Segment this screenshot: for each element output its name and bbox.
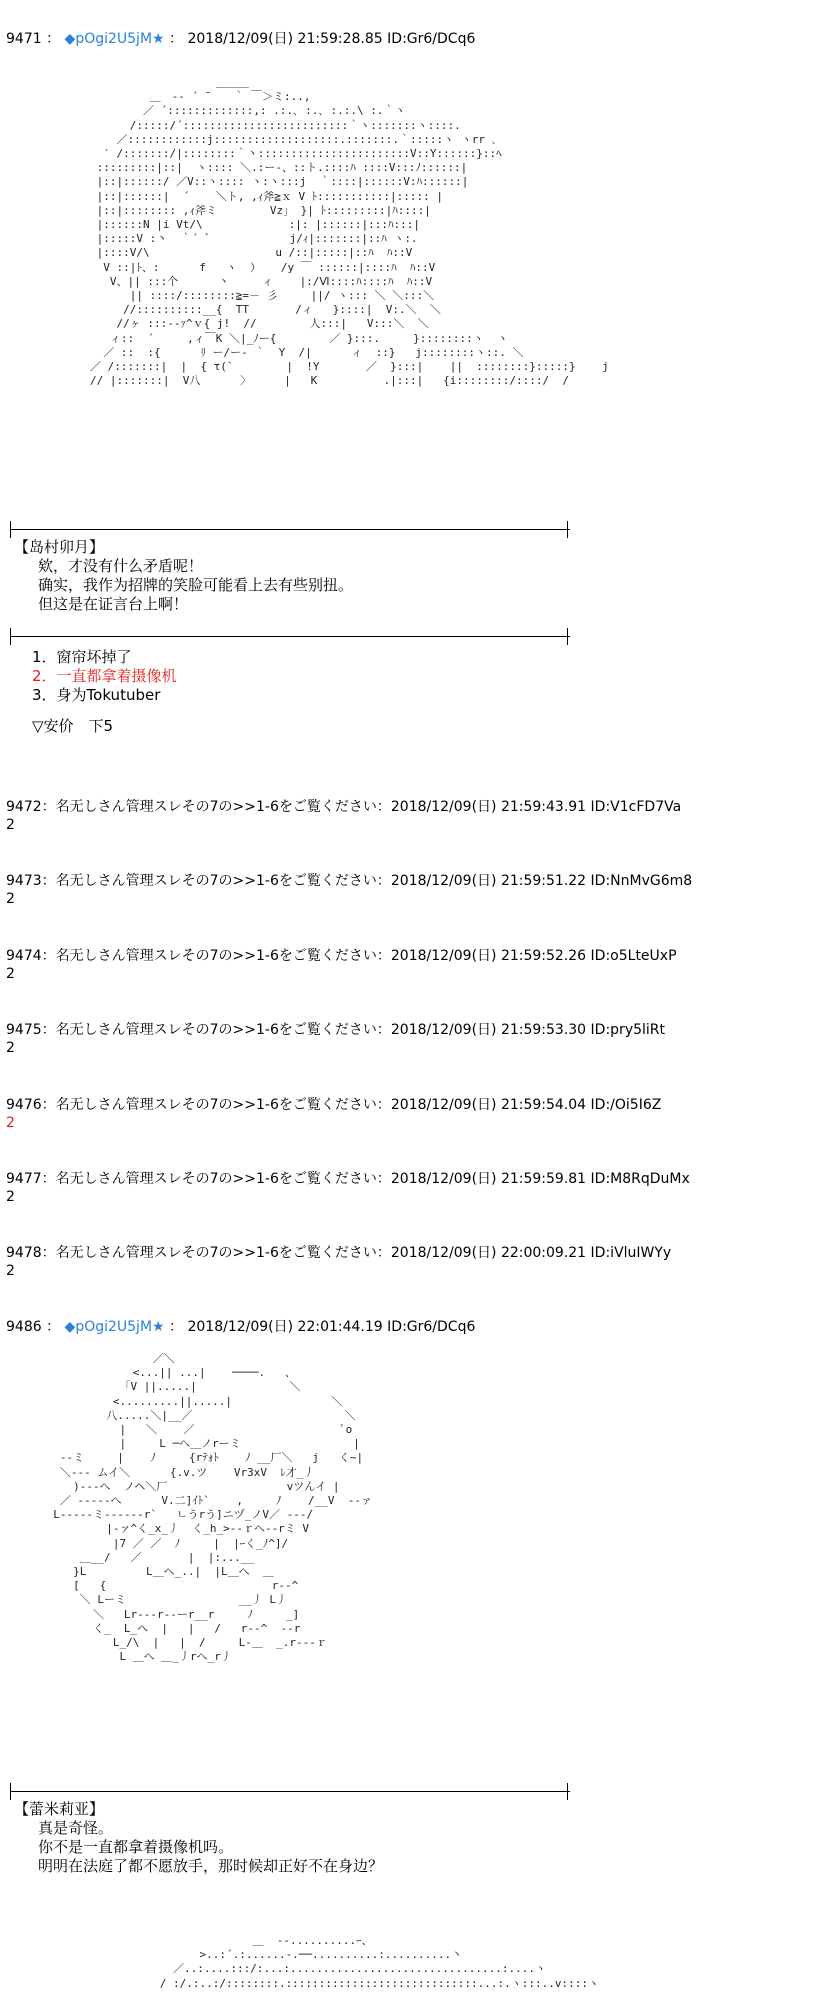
divider-line [10,529,570,530]
post-header [6,30,475,48]
separator: ： [46,1319,61,1335]
separator: ： [376,1171,391,1187]
post-id[interactable]: ID:V1cFD7Va [590,799,682,815]
reply-body: 2 [6,966,15,982]
dialogue-line: 但这是在证言台上啊！ [38,595,189,613]
post-id[interactable]: ID:/Oi5I6Z [590,1097,662,1113]
separator: ： [41,799,56,815]
reply-body: 2 [6,1263,15,1279]
poster-name: 名无しさん管理スレその7の>>1-6をご覧ください [55,1022,377,1038]
divider-line [10,636,570,637]
poster-name: 名无しさん管理スレその7の>>1-6をご覧ください [55,799,377,815]
post-number[interactable]: 9486 [6,1319,42,1335]
choice-item: 1．窗帘坏掉了 [32,648,132,666]
post-datetime: 2018/12/09(日) 22:00:09.21 [390,1245,587,1261]
vote-instruction: ▽安价 下5 [32,717,114,735]
separator: ： [41,1022,56,1038]
reply-body: 2 [6,817,15,833]
choice-item-highlighted: 2．一直都拿着摄像机 [32,667,177,685]
post-number[interactable]: 9471 [6,31,42,47]
speaker-name: 【岛村卯月】 [14,538,105,556]
reply-header [6,1244,671,1262]
post-number[interactable]: 9476 [6,1097,42,1113]
reply-header [6,872,692,890]
dialogue-block [14,1800,384,1876]
reply-header [6,1170,690,1188]
poster-name: 名无しさん管理スレその7の>>1-6をご覧ください [55,1245,377,1261]
poster-name: 名无しさん管理スレその7の>>1-6をご覧ください [55,1171,377,1187]
post-datetime: 2018/12/09(日) 21:59:43.91 [390,799,587,815]
post-datetime: 2018/12/09(日) 21:59:53.30 [390,1022,587,1038]
post-datetime: 2018/12/09(日) 21:59:59.81 [390,1171,587,1187]
post-number[interactable]: 9478 [6,1245,42,1261]
reply-header [6,798,681,816]
separator: ： [376,799,391,815]
ascii-art-partial: ＿ --..........ｰ、 >..:´.:......-.──..........:..........丶 ／..:....:::/:...:................................:....ヽ / :/.:..:/::::::::.:::::::::::::::::::::::::::::...:.ヽ:::..v::::ヽ [159,1934,599,1990]
reply-body: 2 [6,891,15,907]
speaker-name: 【蕾米莉亚】 [14,1800,105,1818]
post-datetime: 2018/12/09(日) 21:59:28.85 [187,31,383,47]
post-number[interactable]: 9475 [6,1022,42,1038]
separator: ： [376,1022,391,1038]
post-datetime: 2018/12/09(日) 21:59:51.22 [390,873,587,889]
poster-name: ◆pOgi2U5jM★ [64,31,165,47]
poster-name: 名无しさん管理スレその7の>>1-6をご覧ください [55,873,377,889]
reply-header [6,1096,661,1114]
post-number[interactable]: 9474 [6,948,42,964]
separator: ： [169,1319,184,1335]
ascii-art-shimamura: ＿＿＿ ＿ -‐ ´ ̄ ｀ ￣＞ミ:.., ／ ´:::::::::::::,: .:.､ :.､ :.:.\ :.｀ヽ /:::::/´:::::::::::::::::::::::::｀ヽ:::::::ヽ::::. ／::::::::::::j:::::::::::::::::::.:::::::.｀:::::ヽ ヽrr ､ ′ /:::::::/|::::::::｀丶:::::::::::::::::::::::V::Y::::::}::ﾍ :::::::::|::| ヽ:::: ＼.:ー-、::ト.::::ﾊ ::::V:::ﾉ::::::| |::|::::::/ ／V::ヽ:::: ヽ:ヽ:::j ｀::::|::::::V:ﾊ::::::| |::|::::::| ´ ＼ト, ,ｨ斧≧ｘ V ﾄ:::::::::::|::::: | |::|:::::::: ,ｨ斧ミ Vz」 }| ﾄ:::::::::|ﾊ::::| |::::::N |i Vt/\ :|: |::::::|:::ﾊ:::| |:::::V :丶 ｀´ ﾞ j/ｨ|:::::::|::ﾊ ヽ:. |::::V/\ u /::|:::::|::ﾊ ﾊ::V V ::|ﾄ、: f ヽ ） /y ￣ ::::::|::::ﾊ ﾊ::V V、|| :::个 丶 ィ |:/Ⅵ::::ﾊ::::ﾊ ﾊ::V || ::::/::::::::≧=－ 彡 ||/ ヽ::: ＼ ＼:::＼ //::::::::::__{ ΤΤ /ィ }::::| V:.＼ ＼ //ヶ :::--ｧ^ｖ{ j! // 人:::| V:::＼ ＼ ィ:: ´ ,ィ￣K ＼|_ﾉー{ ／ }:::. }::::::::ヽ ヽ ／ :: :{ ﾘ ー/ー- ｀ Y /| ィ ::} j::::::::ヽ::. ＼ ／ /:::::::| | { τ(` | !Y ／ }:::| || ::::::::}:::::} j // |:::::::| V八 〉 | K .|:::| {i::::::::/::::/ / [90,76,609,388]
post-id[interactable]: ID:M8RqDuMx [590,1171,690,1187]
post-id[interactable]: ID:NnMvG6m8 [590,873,693,889]
separator: ： [41,873,56,889]
separator: ： [41,1097,56,1113]
reply-body: 2 [6,1115,15,1131]
divider-line [10,1791,570,1792]
poster-name: ◆pOgi2U5jM★ [64,1319,165,1335]
post-id[interactable]: ID:pry5liRt [590,1022,666,1038]
poster-name: 名无しさん管理スレその7の>>1-6をご覧ください [55,948,377,964]
post-id[interactable]: ID:Gr6/DCq6 [387,31,476,47]
dialogue-line: 确实，我作为招牌的笑脸可能看上去有些别扭。 [38,576,354,594]
reply-header [6,947,677,965]
dialogue-block [14,538,354,614]
separator: ： [376,873,391,889]
separator: ： [376,1097,391,1113]
post-id[interactable]: ID:Gr6/DCq6 [387,1319,476,1335]
post-id[interactable]: ID:o5LteUxP [590,948,677,964]
choice-list [32,648,177,736]
post-datetime: 2018/12/09(日) 21:59:52.26 [390,948,587,964]
post-number[interactable]: 9473 [6,873,42,889]
post-datetime: 2018/12/09(日) 21:59:54.04 [390,1097,587,1113]
separator: ： [169,31,184,47]
separator: ： [41,1171,56,1187]
separator: ： [41,948,56,964]
separator: ： [376,1245,391,1261]
dialogue-line: 真是奇怪。 [38,1819,114,1837]
dialogue-line: 明明在法庭了都不愿放手，那时候却正好不在身边？ [38,1857,384,1875]
post-number[interactable]: 9477 [6,1171,42,1187]
poster-name: 名无しさん管理スレその7の>>1-6をご覧ください [55,1097,377,1113]
choice-item: 3．身为Tokutuber [32,686,161,704]
separator: ： [46,31,61,47]
post-id[interactable]: ID:iVluIWYy [590,1245,672,1261]
separator: ： [41,1245,56,1261]
post-number[interactable]: 9472 [6,799,42,815]
reply-header [6,1021,665,1039]
dialogue-line: 欸，才没有什么矛盾呢！ [38,557,204,575]
separator: ： [376,948,391,964]
post-header [6,1318,475,1336]
reply-body: 2 [6,1189,15,1205]
dialogue-line: 你不是一直都拿着摄像机吗。 [38,1838,234,1856]
reply-body: 2 [6,1040,15,1056]
ascii-art-remilia: ／＼ <...|| ...| ────. 、 「V ||.....| ＼ <.........||.....| ＼ 八.....＼|__／ ＼ | ＼ ／ ﾟo | L ─へ＿ノrーミ | --ミ | ﾉ {rﾃｫﾄ ﾉ __厂＼ j く~| ＼--- ムイ＼ {.v.ツ Vr3xV ﾚ才_丿 )---へ ノヘ＼厂 vツんイ | ／ -----へ V.二]ｲﾄ` , ﾉ /__V --ァ L-----ミ------r` ㄴうrう]ニヅ_ノV／ ---/ |-ァ^く_x_丿 く_h_>--ｒへ--rミ V |7 ／ ／ ﾉ | |ｰく_ﾉ^]/ ＿__/ ／ | |:...__ }L L＿へ_..| |L＿へ ＿ [ { r--^ ＼ Lーミ __丿 L丿 ＼ Lr---r--ーr__r ﾉ _] く_ L_ヘ | | / r--^ --r L_/\ | | / L-＿ _.r---ｒ L ＿へ ＿_丿rへ_r丿 [53,1352,373,1664]
post-datetime: 2018/12/09(日) 22:01:44.19 [187,1319,383,1335]
